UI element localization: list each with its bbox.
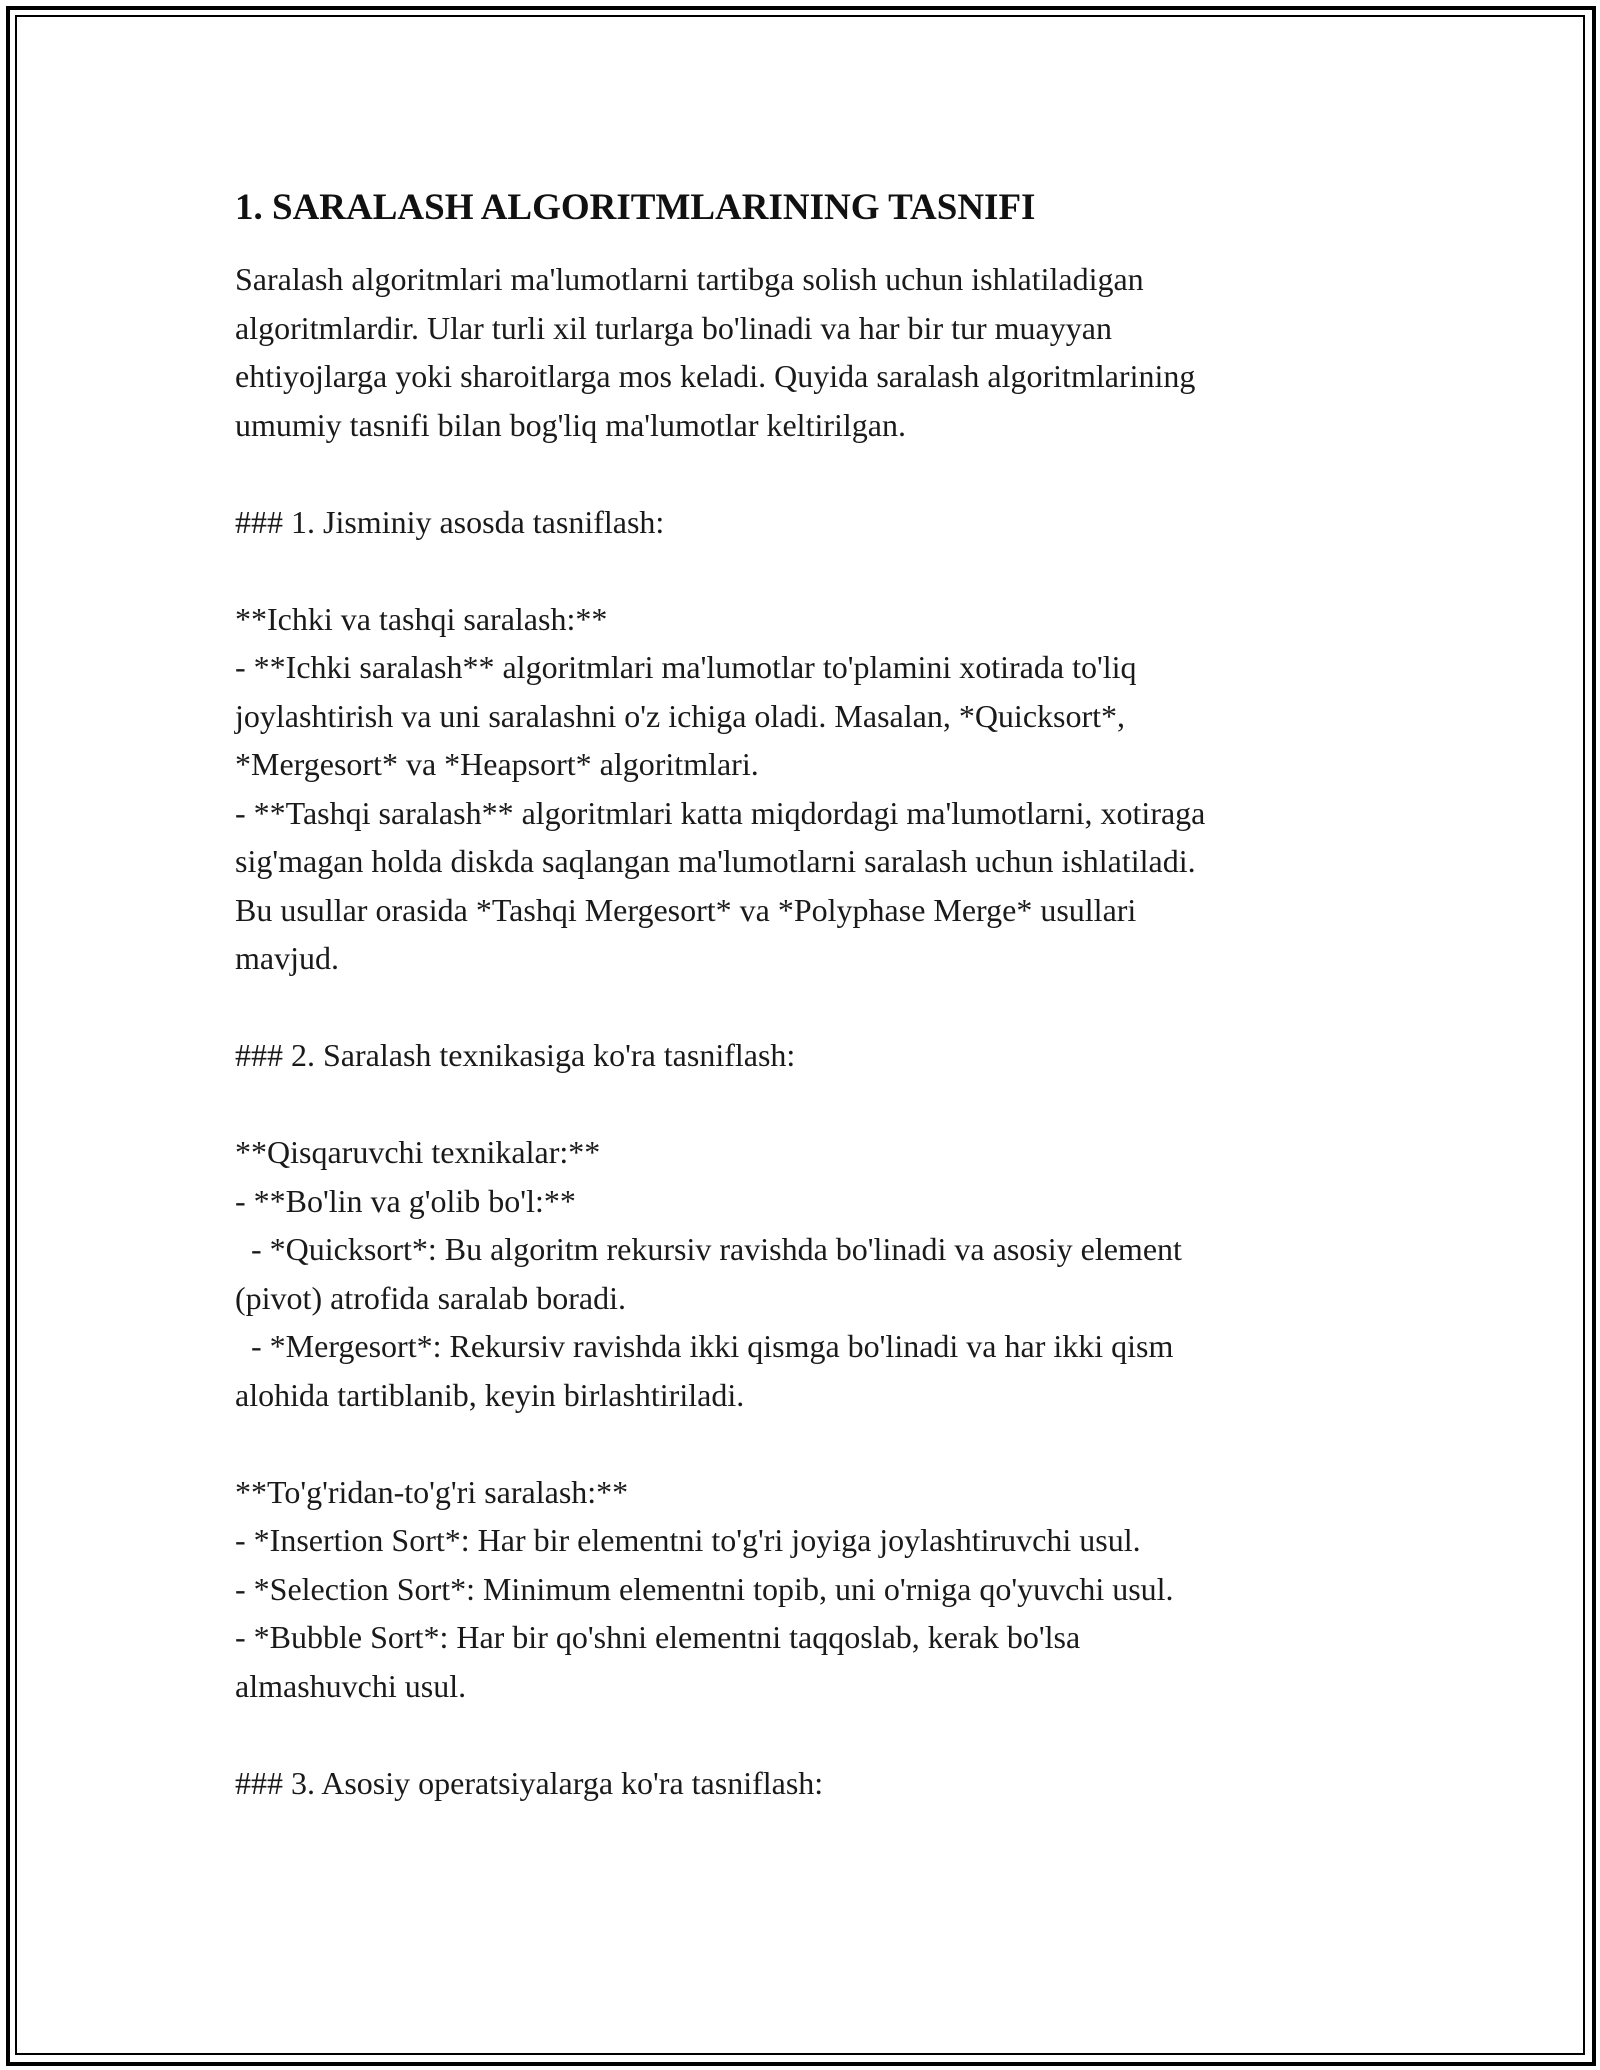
text-line: almashuvchi usul. [235, 1667, 467, 1704]
text-line: joylashtirish va uni saralashni o'z ichiga oladi. Masalan, *Quicksort*, [235, 697, 1126, 734]
text-line: ### 2. Saralash texnikasiga ko'ra tasniflash: [235, 1037, 796, 1073]
blank-line [235, 983, 1395, 1032]
document-text [235, 255, 1395, 1807]
text-line: - *Selection Sort*: Minimum elementni topib, uni o'rniga qo'yuvchi usul. [235, 1570, 1174, 1607]
text-line: *Mergesort* va *Heapsort* algoritmlari. [235, 746, 759, 782]
text-line: ### 3. Asosiy operatsiyalarga ko'ra tasniflash: [235, 1764, 824, 1801]
text-line: umumiy tasnifi bilan bog'liq ma'lumotlar keltirilgan. [235, 406, 906, 443]
text-line: **Ichki va tashqi saralash:** [235, 600, 608, 637]
text-line: Saralash algoritmlari ma'lumotlarni tartibga solish uchun ishlatiladigan [235, 261, 1144, 297]
document-title: 1. SARALASH ALGORITMLARINING TASNIFI [235, 187, 1036, 228]
text-line: ehtiyojlarga yoki sharoitlarga mos keladi. Quyida saralash algoritmlarining [235, 358, 1196, 394]
text-line: **To'g'ridan-to'g'ri saralash:** [235, 1473, 629, 1510]
text-line: - *Quicksort*: Bu algoritm rekursiv ravishda bo'linadi va asosiy element [235, 1231, 1182, 1267]
document-body [235, 185, 1395, 1807]
text-line: - *Insertion Sort*: Har bir elementni to'g'ri joyiga joylashtiruvchi usul. [235, 1522, 1141, 1558]
text-line: - **Tashqi saralash** algoritmlari katta miqdordagi ma'lumotlarni, xotiraga [235, 794, 1206, 831]
text-line: - **Ichki saralash** algoritmlari ma'lumotlar to'plamini xotirada to'liq [235, 649, 1137, 685]
text-line: algoritmlardir. Ular turli xil turlarga bo'linadi va har bir tur muayyan [235, 309, 1112, 346]
blank-line [235, 449, 1395, 498]
blank-line [235, 1080, 1395, 1129]
blank-line [235, 546, 1395, 595]
text-line: alohida tartiblanib, keyin birlashtiriladi. [235, 1376, 745, 1413]
text-line: - *Mergesort*: Rekursiv ravishda ikki qismga bo'linadi va har ikki qism [235, 1328, 1174, 1364]
blank-line [235, 1419, 1395, 1468]
text-line: sig'magan holda diskda saqlangan ma'lumotlarni saralash uchun ishlatiladi. [235, 843, 1196, 879]
text-line: (pivot) atrofida saralab boradi. [235, 1279, 626, 1316]
text-line: - *Bubble Sort*: Har bir qo'shni elementni taqqoslab, kerak bo'lsa [235, 1619, 1081, 1655]
text-line: **Qisqaruvchi texnikalar:** [235, 1134, 601, 1170]
text-line: mavjud. [235, 940, 339, 976]
text-line: Bu usullar orasida *Tashqi Mergesort* va *Polyphase Merge* usullari [235, 891, 1137, 928]
text-line: ### 1. Jisminiy asosda tasniflash: [235, 503, 665, 540]
blank-line [235, 1710, 1395, 1759]
text-line: - **Bo'lin va g'olib bo'l:** [235, 1182, 576, 1219]
